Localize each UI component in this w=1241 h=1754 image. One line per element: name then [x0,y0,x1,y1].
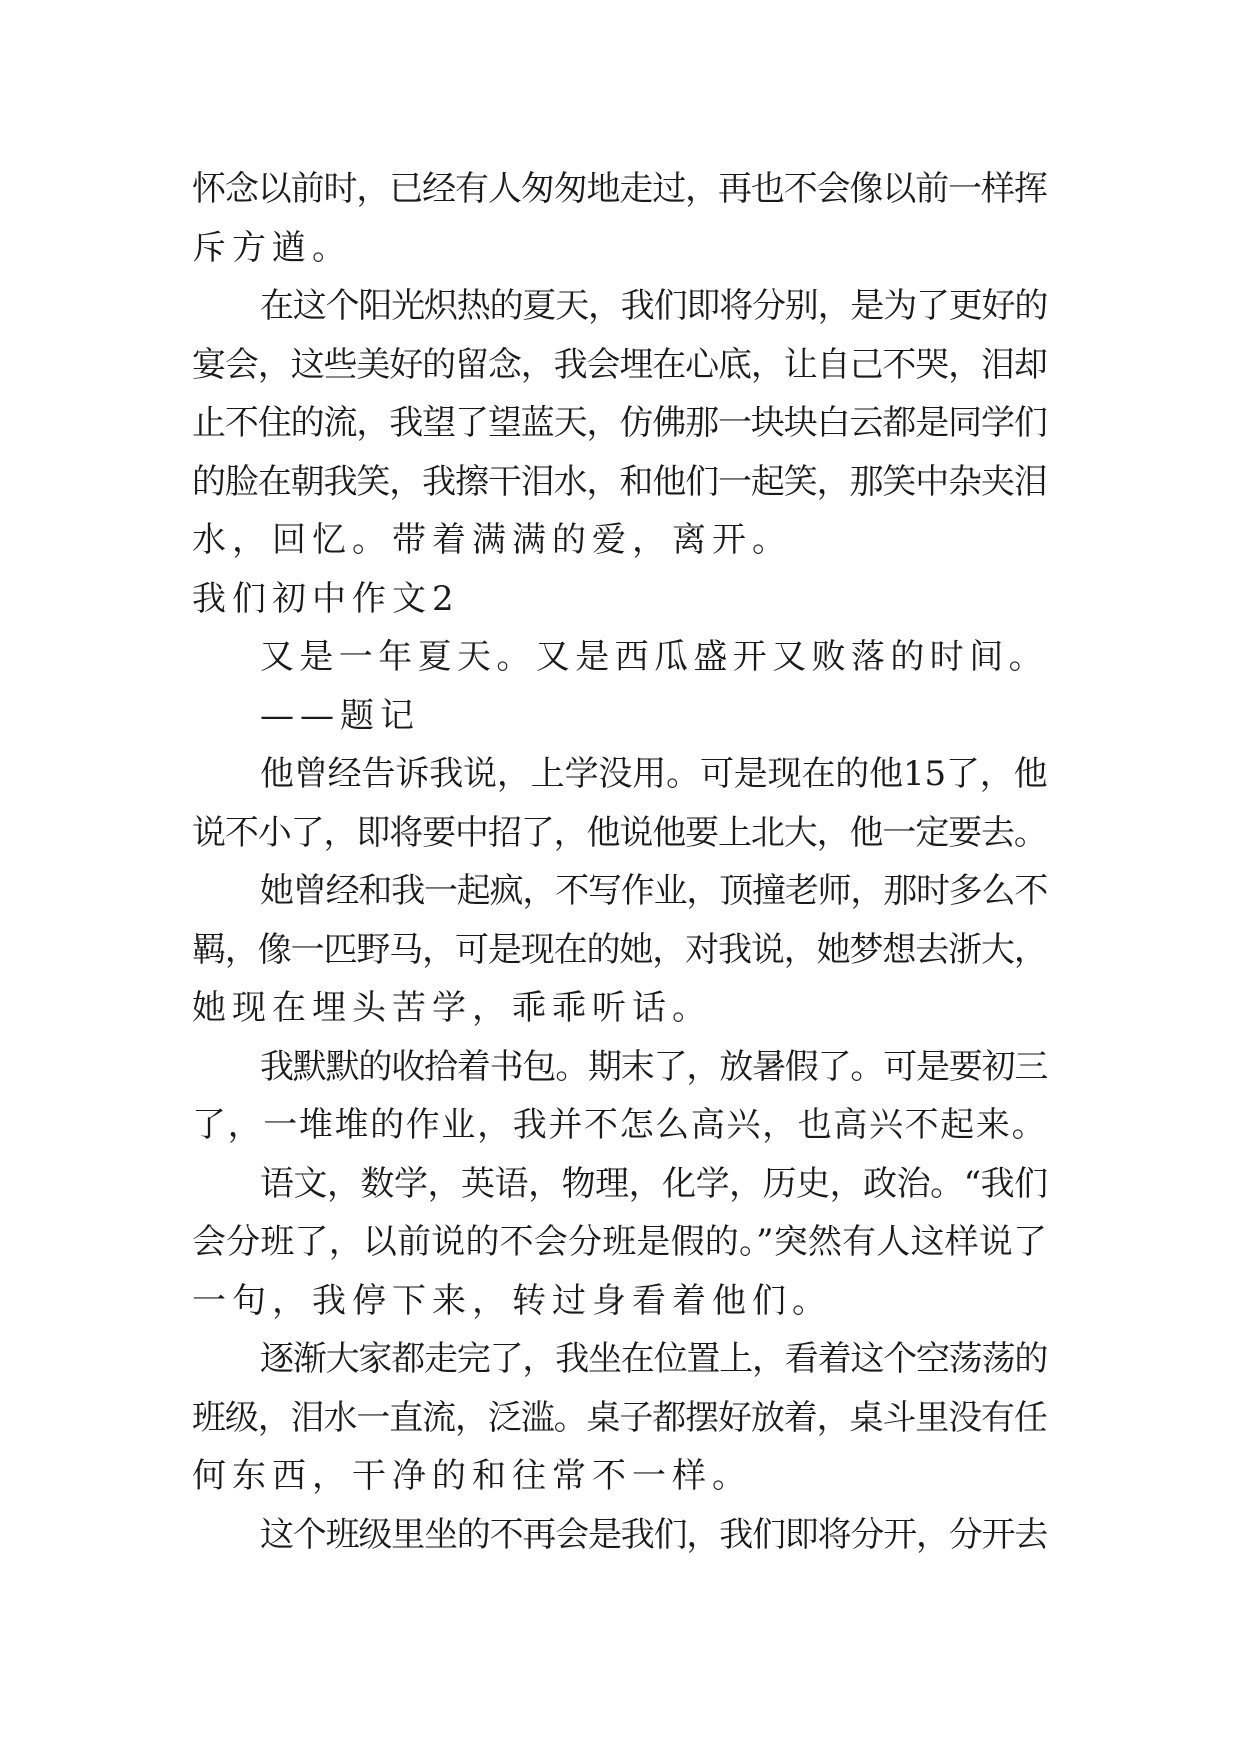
text-line: ——题记 [260,695,420,736]
text-line: 他曾经告诉我说，上学没用。可是现在的他15了，他 [260,754,1048,794]
text-line: 何东西，干净的和往常不一样。 [192,1456,752,1496]
text-line: 水，回忆。带着满满的爱，离开。 [192,520,792,560]
text-line: 怀念以前时，已经有人匆匆地走过，再也不会像以前一样挥 [192,169,1047,209]
text-line: 语文，数学，英语，物理，化学，历史，政治。“我们 [260,1163,1048,1204]
text-line: 止不住的流，我望了望蓝天，仿佛那一块块白云都是同学们 [192,403,1047,443]
text-line: 班级，泪水一直流，泛滥。桌子都摆好放着，桌斗里没有任 [192,1397,1047,1438]
text-line: 一句，我停下来，转过身看着他们。 [192,1280,832,1321]
text-line: 宴会，这些美好的留念，我会埋在心底，让自己不哭，泪却 [192,344,1047,385]
text-line: 我默默的收拾着书包。期末了，放暑假了。可是要初三 [260,1046,1048,1087]
text-line: 这个班级里坐的不再会是我们，我们即将分开，分开去 [260,1514,1048,1555]
text-line: 又是一年夏天。又是西瓜盛开又败落的时间。 [260,637,1048,677]
text-line: 斥方遒。 [192,227,352,268]
text-line: 说不小了，即将要中招了，他说他要上北大，他一定要去。 [192,812,1047,853]
text-line: 会分班了，以前说的不会分班是假的。”突然有人这样说了 [192,1222,1048,1262]
text-line: 羁，像一匹野马，可是现在的她，对我说，她梦想去浙大， [192,929,1047,970]
document-body [192,160,1052,1564]
text-line: 她曾经和我一起疯，不写作业，顶撞老师，那时多么不 [260,871,1048,911]
text-line: 的脸在朝我笑，我擦干泪水，和他们一起笑，那笑中杂夹泪 [192,461,1047,502]
text-line: 了，一堆堆的作业，我并不怎么高兴，也高兴不起来。 [192,1105,1048,1145]
text-line: 她现在埋头苦学，乖乖听话。 [192,988,712,1028]
text-line: 我们初中作文2 [192,578,460,619]
text-line: 在这个阳光炽热的夏天，我们即将分别，是为了更好的 [260,286,1048,326]
text-line: 逐渐大家都走完了，我坐在位置上，看着这个空荡荡的 [260,1339,1048,1379]
